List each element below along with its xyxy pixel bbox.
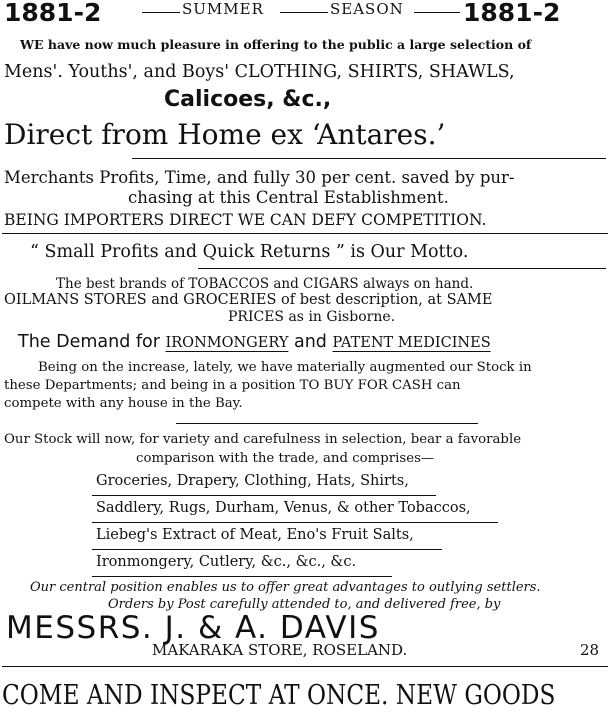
stock-line-2: comparison with the trade, and comprises— [136,451,435,466]
motto: “ Small Profits and Quick Returns ” is Our Motto. [30,242,469,262]
intro-line-2: Mens'. Youths', and Boys' CLOTHING, SHIRTS, SHAWLS, [4,62,515,82]
item-underline [92,522,498,523]
header-rule-2 [280,12,328,13]
increase-line-2: these Departments; and being in a position TO BUY FOR CASH can [4,378,461,393]
motto-rule [198,268,606,269]
importers-line: BEING IMPORTERS DIRECT WE CAN DEFY COMPETITION. [4,211,487,229]
stock-line-1: Our Stock will now, for variety and carefulness in selection, bear a favorable [4,432,522,447]
summer-label: SUMMER [182,0,264,18]
merchants-line-2: chasing at this Central Establishment. [128,188,449,207]
list-item: Groceries, Drapery, Clothing, Hats, Shirts, [96,473,409,489]
header-rule-1 [142,12,180,13]
merchants-line-1: Merchants Profits, Time, and fully 30 per cent. saved by pur- [4,168,515,187]
demand-and: and [293,332,327,352]
demand-prefix: The Demand for [18,332,160,352]
item-underline [92,576,392,577]
item-underline [92,495,436,496]
intro-line-1: WE have now much pleasure in offering to the public a large selection of [20,37,532,52]
season-label: SEASON [330,0,404,18]
calicoes-heading: Calicoes, &c., [164,87,332,112]
patent-medicines-label: PATENT MEDICINES [332,335,491,351]
direct-from-home-heading: Direct from Home ex ‘Antares.’ [4,118,446,151]
list-item: Ironmongery, Cutlery, &c., &c., &c. [96,554,357,570]
increase-line-1: Being on the increase, lately, we have materially augmented our Stock in [38,360,532,375]
item-underline [92,549,442,550]
central-line-1: Our central position enables us to offer great advantages to outlying settlers. [30,580,541,595]
store-address: MAKARAKA STORE, ROSELAND. [152,641,408,659]
brands-line-1: The best brands of TOBACCOS and CIGARS always on hand. [56,276,474,292]
direct-underline [132,158,606,159]
list-item: Saddlery, Rugs, Durham, Venus, & other Tobaccos, [96,500,471,516]
demand-heading [18,332,491,352]
increase-rule [176,423,478,424]
header-rule-3 [414,12,460,13]
footer-banner: COME AND INSPECT AT ONCE. NEW GOODS [2,680,556,711]
firm-name: MESSRS. J. & A. DAVIS [6,610,380,646]
year-left: 1881-2 [4,0,102,27]
firm-rule [2,666,608,667]
importers-underline [2,233,608,234]
central-line-2: Orders by Post carefully attended to, and delivered free, by [108,597,501,612]
ironmongery-label: IRONMONGERY [165,335,289,351]
brands-line-2: OILMANS STORES and GROCERIES of best description, at SAME [4,292,493,308]
brands-line-3: PRICES as in Gisborne. [228,309,396,325]
increase-line-3: compete with any house in the Bay. [4,396,243,411]
ad-number: 28 [580,641,600,659]
list-item: Liebeg's Extract of Meat, Eno's Fruit Salts, [96,527,414,543]
year-right: 1881-2 [463,0,561,27]
